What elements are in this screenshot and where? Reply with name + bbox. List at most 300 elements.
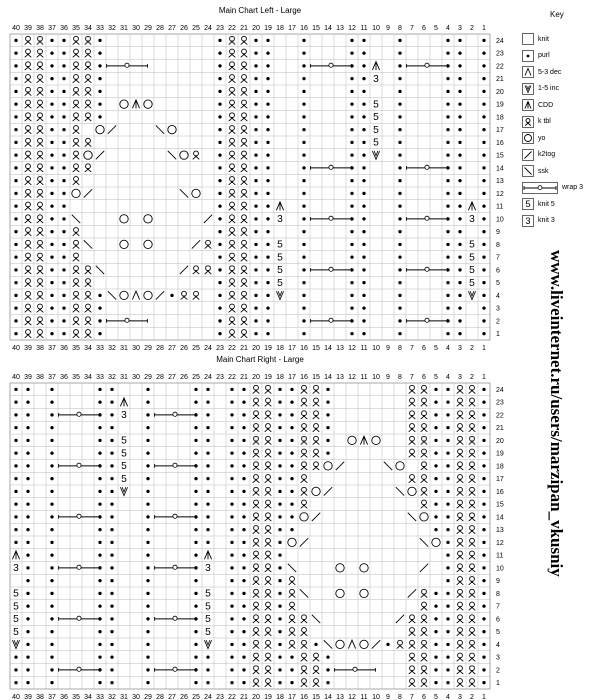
col-number: 18 (276, 694, 284, 700)
stitch-symbol (194, 426, 197, 429)
stitch-symbol (482, 204, 485, 207)
stitch-symbol (457, 653, 464, 661)
stitch-symbol (458, 332, 461, 335)
stitch-symbol (14, 141, 17, 144)
col-number: 6 (422, 694, 426, 700)
svg-text:5: 5 (277, 252, 283, 264)
key-title: Key (550, 10, 564, 19)
row-number: 14 (496, 514, 504, 522)
col-number: 17 (288, 374, 296, 381)
col-number: 34 (84, 694, 92, 700)
stitch-symbol (277, 278, 283, 289)
stitch-symbol (50, 592, 53, 595)
stitch-symbol (266, 115, 269, 118)
col-number: 21 (240, 25, 248, 32)
stitch-symbol (313, 666, 320, 674)
stitch-symbol (469, 475, 476, 483)
stitch-symbol (230, 413, 233, 416)
stitch-symbol (482, 643, 485, 646)
stitch-symbol (206, 451, 209, 454)
stitch-symbol (50, 515, 53, 518)
stitch-symbol (458, 255, 461, 258)
stitch-symbol (458, 319, 461, 322)
stitch-symbol (348, 436, 356, 444)
row-number: 2 (496, 318, 500, 326)
svg-text:5: 5 (13, 588, 19, 600)
stitch-symbol (302, 192, 305, 195)
stitch-symbol (362, 102, 365, 105)
stitch-symbol (421, 449, 428, 457)
stitch-symbol (59, 514, 100, 519)
stitch-symbol (230, 464, 233, 467)
stitch-symbol (336, 640, 344, 648)
stitch-symbol (302, 332, 305, 335)
stitch-symbol (482, 77, 485, 80)
stitch-symbol (194, 630, 197, 633)
stitch-symbol (242, 413, 245, 416)
stitch-symbol (25, 215, 32, 223)
stitch-symbol (326, 388, 329, 391)
stitch-symbol (290, 464, 293, 467)
stitch-symbol (301, 653, 308, 661)
col-number: 5 (434, 345, 438, 352)
col-number: 38 (36, 694, 44, 700)
stitch-symbol (398, 319, 401, 322)
stitch-symbol (26, 502, 29, 505)
stitch-symbol (242, 681, 245, 684)
stitch-symbol (14, 217, 17, 220)
stitch-symbol (421, 424, 428, 432)
stitch-symbol (205, 614, 211, 625)
stitch-symbol (458, 39, 461, 42)
stitch-symbol (482, 566, 485, 569)
stitch-symbol (362, 243, 365, 246)
stitch-symbol (350, 204, 353, 207)
stitch-symbol (50, 528, 53, 531)
stitch-symbol (398, 128, 401, 131)
stitch-symbol (446, 668, 449, 671)
col-number: 16 (300, 694, 308, 700)
stitch-symbol (407, 267, 448, 272)
stitch-symbol (218, 102, 221, 105)
stitch-symbol (289, 628, 296, 636)
stitch-symbol (446, 464, 449, 467)
stitch-symbol (326, 413, 329, 416)
stitch-symbol (98, 451, 101, 454)
stitch-symbol (398, 332, 401, 335)
stitch-symbol (110, 451, 113, 454)
stitch-symbol (50, 413, 53, 416)
row-number: 15 (496, 501, 504, 509)
row-number: 7 (496, 603, 500, 611)
stitch-symbol (73, 49, 80, 57)
stitch-symbol (302, 141, 305, 144)
stitch-symbol (62, 90, 65, 93)
stitch-symbol (253, 666, 260, 674)
stitch-symbol (253, 436, 260, 444)
stitch-symbol (218, 192, 221, 195)
stitch-symbol (50, 90, 53, 93)
stitch-symbol (242, 490, 245, 493)
stitch-symbol (98, 306, 101, 309)
stitch-symbol (446, 451, 449, 454)
stitch-symbol (26, 464, 29, 467)
row-number: 18 (496, 463, 504, 471)
stitch-symbol (290, 528, 293, 531)
stitch-symbol (446, 102, 449, 105)
stitch-symbol (278, 528, 281, 531)
key-item (522, 65, 561, 79)
stitch-symbol (37, 75, 44, 83)
stitch-symbol (50, 388, 53, 391)
stitch-symbol (229, 138, 236, 146)
stitch-symbol (289, 577, 296, 585)
stitch-symbol (26, 426, 29, 429)
stitch-symbol (253, 385, 260, 393)
col-number: 1 (482, 345, 486, 352)
stitch-symbol (230, 553, 233, 556)
stitch-symbol (37, 49, 44, 57)
stitch-symbol (265, 640, 272, 648)
col-number: 21 (240, 374, 248, 381)
stitch-symbol (98, 332, 101, 335)
stitch-symbol (146, 490, 149, 493)
stitch-symbol (407, 216, 448, 221)
stitch-symbol (350, 255, 353, 258)
stitch-symbol (446, 204, 449, 207)
stitch-symbol (468, 202, 475, 210)
stitch-symbol (302, 294, 305, 297)
stitch-symbol (278, 681, 281, 684)
stitch-symbol (421, 500, 428, 508)
stitch-symbol (254, 64, 257, 67)
stitch-symbol (313, 385, 320, 393)
stitch-symbol (98, 541, 101, 544)
row-number: 13 (496, 527, 504, 535)
stitch-symbol (373, 74, 379, 85)
stitch-symbol (362, 281, 365, 284)
stitch-symbol (482, 541, 485, 544)
stitch-symbol (230, 541, 233, 544)
col-number: 39 (24, 374, 32, 381)
chart-grid (10, 34, 490, 340)
stitch-symbol (265, 589, 272, 597)
stitch-symbol (50, 141, 53, 144)
stitch-symbol (242, 604, 245, 607)
stitch-symbol (96, 125, 104, 133)
stitch-symbol (37, 202, 44, 210)
stitch-symbol (72, 189, 80, 197)
stitch-symbol (98, 681, 101, 684)
col-number: 30 (132, 25, 140, 32)
stitch-symbol (350, 77, 353, 80)
stitch-symbol (446, 490, 449, 493)
stitch-symbol (62, 332, 65, 335)
stitch-symbol (398, 115, 401, 118)
svg-text:3: 3 (373, 73, 379, 85)
stitch-symbol (62, 51, 65, 54)
col-number: 29 (144, 25, 152, 32)
col-number: 5 (434, 694, 438, 700)
stitch-symbol (302, 281, 305, 284)
col-number: 39 (24, 694, 32, 700)
row-number: 11 (496, 552, 504, 560)
stitch-symbol (421, 589, 428, 597)
stitch-symbol (241, 330, 248, 338)
stitch-symbol (482, 388, 485, 391)
stitch-symbol (98, 426, 101, 429)
chart-grid (10, 383, 490, 689)
stitch-symbol (253, 513, 260, 521)
col-number: 10 (372, 25, 380, 32)
col-number: 16 (300, 374, 308, 381)
stitch-symbol (14, 413, 17, 416)
stitch-symbol (62, 128, 65, 131)
key-label: knit 5 (538, 200, 555, 208)
stitch-symbol (469, 424, 476, 432)
stitch-symbol (73, 87, 80, 95)
stitch-symbol (218, 204, 221, 207)
stitch-symbol (457, 679, 464, 687)
stitch-symbol (265, 564, 272, 572)
stitch-symbol (326, 451, 329, 454)
stitch-symbol (229, 100, 236, 108)
stitch-symbol (26, 630, 29, 633)
stitch-symbol (25, 87, 32, 95)
col-number: 3 (458, 25, 462, 32)
stitch-symbol (14, 268, 17, 271)
stitch-symbol (265, 385, 272, 393)
stitch-symbol (301, 487, 308, 495)
stitch-symbol (457, 564, 464, 572)
stitch-symbol (434, 515, 437, 518)
stitch-symbol (146, 553, 149, 556)
stitch-symbol (241, 266, 248, 274)
stitch-symbol (146, 413, 149, 416)
col-number: 32 (108, 694, 116, 700)
col-number: 21 (240, 345, 248, 352)
stitch-symbol (469, 385, 476, 393)
stitch-symbol (469, 628, 476, 636)
stitch-symbol (278, 426, 281, 429)
stitch-symbol (446, 579, 449, 582)
stitch-symbol (482, 179, 485, 182)
stitch-symbol (242, 643, 245, 646)
stitch-symbol (194, 502, 197, 505)
stitch-symbol (446, 128, 449, 131)
stitch-symbol (230, 528, 233, 531)
row-number: 11 (496, 203, 504, 211)
text-icon: 3 (522, 215, 534, 227)
chart-title-right: Main Chart Right - Large (216, 355, 304, 364)
col-number: 38 (36, 25, 44, 32)
stitch-symbol (14, 179, 17, 182)
stitch-symbol (110, 655, 113, 658)
stitch-symbol (230, 439, 233, 442)
stitch-symbol (25, 177, 32, 185)
stitch-symbol (458, 102, 461, 105)
stitch-symbol (194, 681, 197, 684)
stitch-symbol (229, 36, 236, 44)
stitch-symbol (85, 87, 92, 95)
stitch-symbol (457, 640, 464, 648)
stitch-symbol (302, 243, 305, 246)
stitch-symbol (350, 90, 353, 93)
svg-text:5: 5 (121, 435, 127, 447)
stitch-symbol (120, 487, 127, 495)
stitch-symbol (98, 502, 101, 505)
stitch-symbol (26, 579, 29, 582)
stitch-symbol (469, 214, 475, 225)
key-label: 1-5 inc (538, 85, 560, 92)
stitch-symbol (290, 439, 293, 442)
col-number: 3 (458, 345, 462, 352)
col-number: 31 (120, 345, 128, 352)
stitch-symbol (230, 388, 233, 391)
stitch-symbol (469, 278, 475, 289)
stitch-symbol (37, 87, 44, 95)
col-number: 6 (422, 345, 426, 352)
stitch-symbol (409, 424, 416, 432)
stitch-symbol (242, 439, 245, 442)
stitch-symbol (458, 90, 461, 93)
stitch-symbol (278, 413, 281, 416)
stitch-symbol (278, 655, 281, 658)
stitch-symbol (25, 75, 32, 83)
col-number: 7 (410, 374, 414, 381)
stitch-symbol (350, 51, 353, 54)
stitch-symbol (434, 630, 437, 633)
stitch-symbol (457, 538, 464, 546)
stitch-symbol (73, 151, 80, 159)
stitch-symbol (121, 448, 127, 459)
col-number: 33 (96, 345, 104, 352)
stitch-symbol (73, 253, 80, 261)
stitch-symbol (146, 515, 149, 518)
stitch-symbol (469, 240, 475, 251)
col-number: 20 (252, 345, 260, 352)
stitch-symbol (301, 398, 308, 406)
stitch-symbol (386, 643, 389, 646)
stitch-symbol (469, 513, 476, 521)
stitch-symbol (302, 204, 305, 207)
stitch-symbol (50, 332, 53, 335)
row-number: 19 (496, 101, 504, 109)
stitch-symbol (50, 400, 53, 403)
stitch-symbol (62, 217, 65, 220)
stitch-symbol (73, 177, 80, 185)
stitch-symbol (350, 230, 353, 233)
stitch-symbol (278, 439, 281, 442)
stitch-symbol (146, 388, 149, 391)
svg-text:3: 3 (469, 214, 475, 226)
stitch-symbol (98, 115, 101, 118)
stitch-symbol (14, 655, 17, 658)
stitch-symbol (373, 99, 379, 110)
stitch-symbol (206, 655, 209, 658)
svg-text:5: 5 (469, 239, 475, 251)
stitch-symbol (482, 255, 485, 258)
stitch-symbol (194, 490, 197, 493)
stitch-symbol (229, 291, 236, 299)
stitch-symbol (458, 77, 461, 80)
stitch-symbol (218, 319, 221, 322)
stitch-symbol (37, 151, 44, 159)
stitch-symbol (398, 294, 401, 297)
stitch-symbol (168, 151, 176, 159)
stitch-symbol (278, 502, 281, 505)
stitch-symbol (458, 179, 461, 182)
stitch-symbol (206, 515, 209, 518)
stitch-symbol (265, 449, 272, 457)
stitch-symbol (290, 655, 293, 658)
stitch-symbol (458, 141, 461, 144)
stitch-symbol (193, 151, 200, 159)
stitch-symbol (253, 564, 260, 572)
stitch-symbol (289, 589, 296, 597)
stitch-symbol (14, 281, 17, 284)
svg-text:3: 3 (277, 214, 283, 226)
stitch-symbol (14, 230, 17, 233)
stitch-symbol (302, 179, 305, 182)
stitch-symbol (446, 617, 449, 620)
stitch-symbol (62, 281, 65, 284)
stitch-symbol (194, 400, 197, 403)
stitch-symbol (218, 64, 221, 67)
stitch-symbol (241, 177, 248, 185)
stitch-symbol (300, 589, 308, 597)
stitch-symbol (265, 424, 272, 432)
stitch-symbol (278, 592, 281, 595)
col-number: 9 (386, 694, 390, 700)
stitch-symbol (242, 477, 245, 480)
stitch-symbol (350, 115, 353, 118)
stitch-symbol (26, 617, 29, 620)
stitch-symbol (398, 77, 401, 80)
stitch-symbol (253, 475, 260, 483)
stitch-symbol (107, 318, 148, 323)
stitch-symbol (218, 281, 221, 284)
stitch-symbol (278, 566, 281, 569)
stitch-symbol (314, 643, 317, 646)
svg-text:5: 5 (13, 614, 19, 626)
stitch-symbol (37, 189, 44, 197)
col-number: 9 (386, 345, 390, 352)
row-number: 22 (496, 63, 504, 71)
stitch-symbol (218, 255, 221, 258)
col-number: 27 (168, 25, 176, 32)
stitch-symbol (482, 192, 485, 195)
stitch-symbol (469, 411, 476, 419)
stitch-symbol (396, 462, 404, 470)
stitch-symbol (409, 475, 416, 483)
row-number: 17 (496, 476, 504, 484)
stitch-symbol (194, 592, 197, 595)
stitch-symbol (396, 615, 404, 623)
stitch-symbol (457, 411, 464, 419)
row-number: 5 (496, 629, 500, 637)
col-number: 14 (324, 25, 332, 32)
col-number: 36 (60, 694, 68, 700)
stitch-symbol (278, 515, 281, 518)
stitch-symbol (218, 217, 221, 220)
stitch-symbol (434, 439, 437, 442)
stitch-symbol (398, 243, 401, 246)
stitch-symbol (290, 451, 293, 454)
stitch-symbol (73, 164, 80, 172)
stitch-symbol (26, 490, 29, 493)
stitch-symbol (204, 215, 212, 223)
